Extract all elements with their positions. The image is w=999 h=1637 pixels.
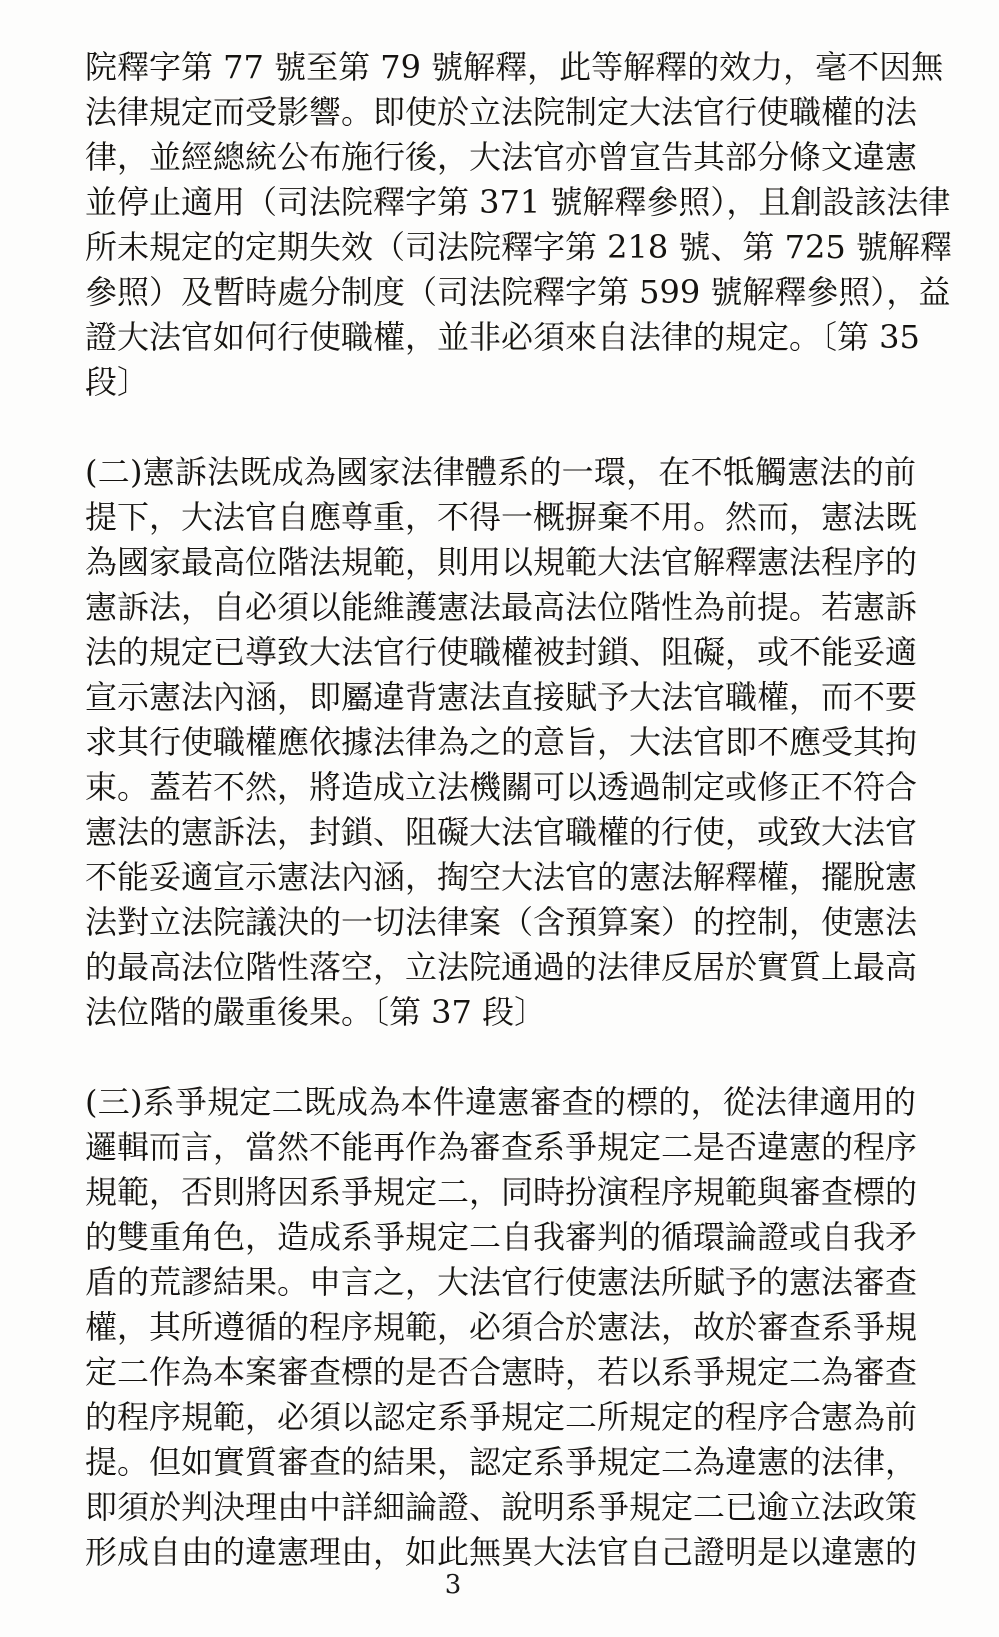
text-line: 法的規定已導致大法官行使職權被封鎖、阻礙，或不能妥適 bbox=[85, 633, 918, 671]
page-number: 3 bbox=[444, 1570, 462, 1600]
text-line: 段〕 bbox=[85, 363, 150, 401]
paragraph-item-3 bbox=[85, 1080, 916, 1575]
paragraph-item-2 bbox=[85, 450, 916, 1035]
text-line: 法位階的嚴重後果。〔第 37 段〕 bbox=[85, 993, 547, 1031]
text-line: 宣示憲法內涵，即屬違背憲法直接賦予大法官職權，而不要 bbox=[85, 678, 918, 716]
text-line: 規範，否則將因系爭規定二，同時扮演程序規範與審查標的 bbox=[85, 1173, 918, 1211]
text-line: 定二作為本案審查標的是否合憲時，若以系爭規定二為審查 bbox=[85, 1353, 918, 1391]
text-line: 的最高法位階性落空，立法院通過的法律反居於實質上最高 bbox=[85, 948, 918, 986]
text-line: 即須於判決理由中詳細論證、說明系爭規定二已逾立法政策 bbox=[85, 1488, 918, 1526]
text-line: 提下，大法官自應尊重，不得一概摒棄不用。然而，憲法既 bbox=[85, 498, 918, 536]
text-line: 求其行使職權應依據法律為之的意旨，大法官即不應受其拘 bbox=[85, 723, 918, 761]
text-line: 法律規定而受影響。即使於立法院制定大法官行使職權的法 bbox=[85, 93, 918, 131]
text-line: 形成自由的違憲理由，如此無異大法官自己證明是以違憲的 bbox=[85, 1533, 918, 1571]
text-line: 參照）及暫時處分制度（司法院釋字第 599 號解釋參照），益 bbox=[85, 273, 951, 311]
text-line: 提。但如實質審查的結果，認定系爭規定二為違憲的法律， bbox=[85, 1443, 918, 1481]
text-line: 證大法官如何行使職權，並非必須來自法律的規定。〔第 35 bbox=[85, 318, 920, 356]
text-line: 憲訴法，自必須以能維護憲法最高法位階性為前提。若憲訴 bbox=[85, 588, 918, 626]
text-line: 法對立法院議決的一切法律案（含預算案）的控制，使憲法 bbox=[85, 903, 918, 941]
text-line: (三)系爭規定二既成為本件違憲審查的標的，從法律適用的 bbox=[85, 1083, 916, 1121]
text-line: 的雙重角色，造成系爭規定二自我審判的循環論證或自我矛 bbox=[85, 1218, 918, 1256]
text-line: 不能妥適宣示憲法內涵，掏空大法官的憲法解釋權，擺脫憲 bbox=[85, 858, 918, 896]
text-line: 並停止適用（司法院釋字第 371 號解釋參照），且創設該法律 bbox=[85, 183, 951, 221]
text-line: 的程序規範，必須以認定系爭規定二所規定的程序合憲為前 bbox=[85, 1398, 918, 1436]
text-line: 院釋字第 77 號至第 79 號解釋，此等解釋的效力，毫不因無 bbox=[85, 48, 944, 86]
text-line: 邏輯而言，當然不能再作為審查系爭規定二是否違憲的程序 bbox=[85, 1128, 918, 1166]
document-body bbox=[85, 45, 952, 1575]
text-line: 憲法的憲訴法，封鎖、阻礙大法官職權的行使，或致大法官 bbox=[85, 813, 918, 851]
text-line: 律，並經總統公布施行後，大法官亦曾宣告其部分條文違憲 bbox=[85, 138, 918, 176]
text-line: (二)憲訴法既成為國家法律體系的一環，在不牴觸憲法的前 bbox=[85, 453, 916, 491]
text-line: 盾的荒謬結果。申言之，大法官行使憲法所賦予的憲法審查 bbox=[85, 1263, 918, 1301]
text-line: 為國家最高位階法規範，則用以規範大法官解釋憲法程序的 bbox=[85, 543, 918, 581]
text-line: 所未規定的定期失效（司法院釋字第 218 號、第 725 號解釋 bbox=[85, 228, 952, 266]
text-line: 束。蓋若不然，將造成立法機關可以透過制定或修正不符合 bbox=[85, 768, 918, 806]
paragraph-continuation bbox=[85, 45, 952, 405]
text-line: 權，其所遵循的程序規範，必須合於憲法，故於審查系爭規 bbox=[85, 1308, 918, 1346]
